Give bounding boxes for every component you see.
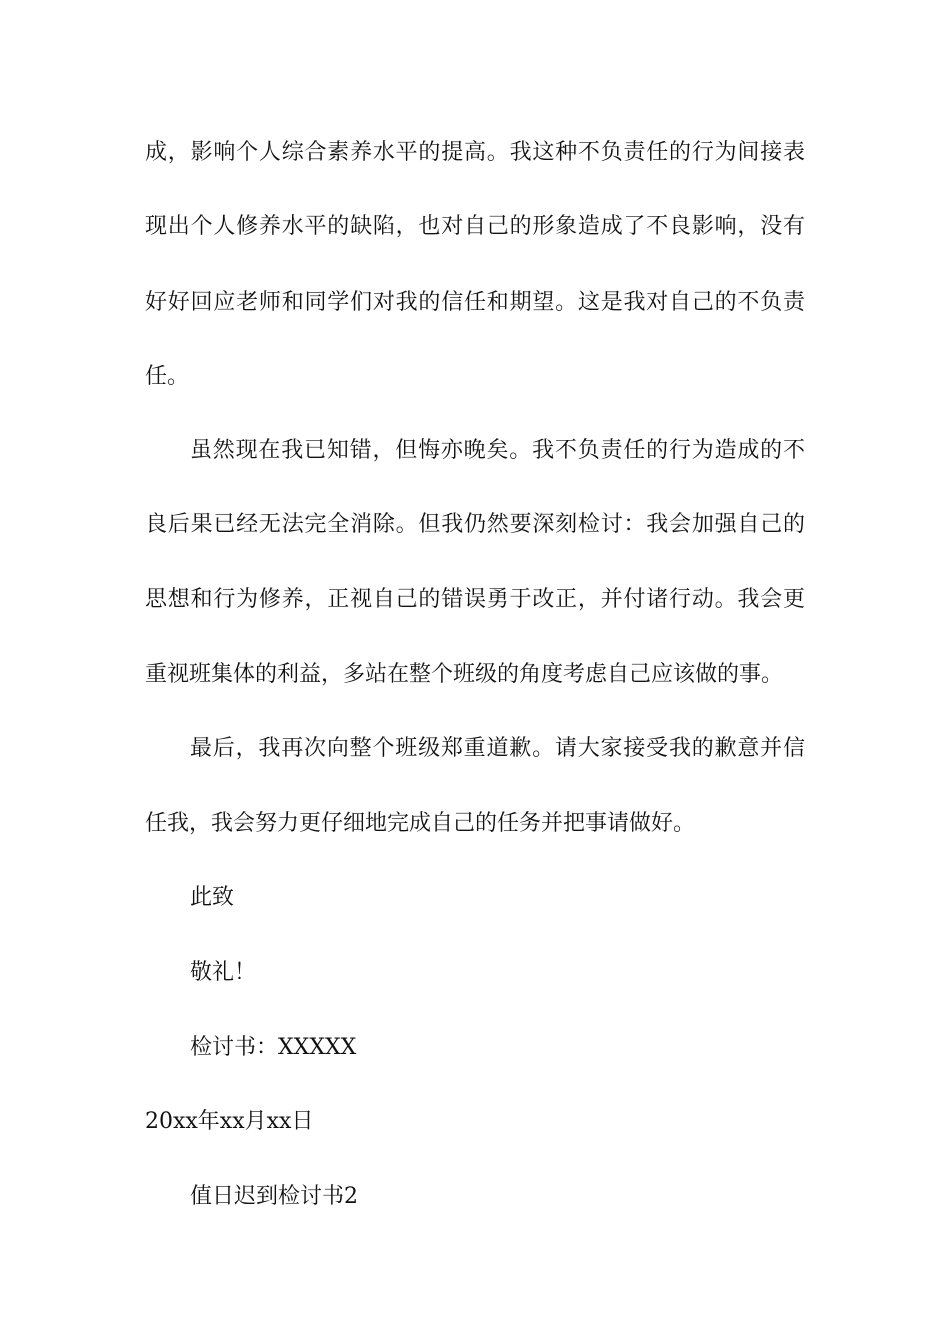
body-line: 现出个人修养水平的缺陷，也对自己的形象造成了不良影响，没有 <box>145 214 805 239</box>
signature-line: 检讨书：XXXXX <box>190 1035 357 1060</box>
body-line: 重视班集体的利益，多站在整个班级的角度考虑自己应该做的事。 <box>145 662 784 687</box>
body-line: 任我，我会努力更仔细地完成自己的任务并把事请做好。 <box>145 811 696 836</box>
body-line: 成，影响个人综合素养水平的提高。我这种不负责任的行为间接表 <box>145 140 805 165</box>
body-line: 良后果已经无法完全消除。但我仍然要深刻检讨：我会加强自己的 <box>145 512 805 537</box>
body-line: 思想和行为修养，正视自己的错误勇于改正，并付诸行动。我会更 <box>145 587 805 612</box>
closing-respect: 敬礼！ <box>190 960 257 985</box>
body-line: 好好回应老师和同学们对我的信任和期望。这是我对自己的不负责 <box>145 290 805 315</box>
body-line: 虽然现在我已知错，但悔亦晚矣。我不负责任的行为造成的不 <box>190 438 805 463</box>
closing-salutation: 此致 <box>190 885 235 910</box>
body-line: 任。 <box>145 364 190 389</box>
body-line: 最后，我再次向整个班级郑重道歉。请大家接受我的歉意并信 <box>190 736 805 761</box>
date-line: 20xx年xx月xx日 <box>145 1109 314 1134</box>
next-section-title: 值日迟到检讨书2 <box>190 1184 358 1209</box>
